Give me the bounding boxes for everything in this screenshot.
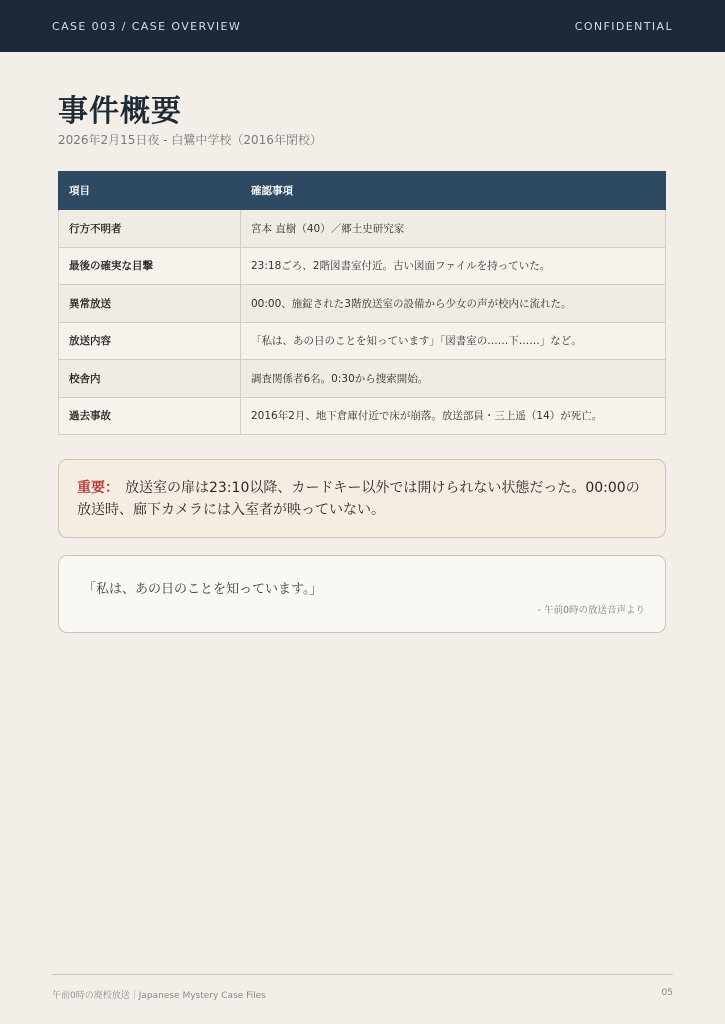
row-value: 「私は、あの日のことを知っています」「図書室の……下……」など。 bbox=[241, 322, 666, 360]
table-row bbox=[59, 210, 666, 248]
table-row bbox=[59, 247, 666, 285]
row-label: 最後の確実な目撃 bbox=[59, 247, 241, 285]
row-value: 23:18ごろ、2階図書室付近。古い図面ファイルを持っていた。 bbox=[241, 247, 666, 285]
case-breadcrumb: CASE 003 / CASE OVERVIEW bbox=[52, 19, 242, 33]
page-number: 05 bbox=[661, 988, 673, 998]
row-value: 2016年2月、地下倉庫付近で床が崩落。放送部員・三上遥（14）が死亡。 bbox=[241, 397, 666, 435]
page-title: 事件概要 bbox=[58, 94, 182, 129]
row-label: 過去事故 bbox=[59, 397, 241, 435]
row-value: 00:00、施錠された3階放送室の設備から少女の声が校内に流れた。 bbox=[241, 285, 666, 323]
row-value: 調査関係者6名。0:30から捜索開始。 bbox=[241, 360, 666, 398]
important-label: 重要： bbox=[77, 480, 119, 496]
row-label: 行方不明者 bbox=[59, 210, 241, 248]
case-facts-table bbox=[58, 171, 666, 435]
table-row bbox=[59, 397, 666, 435]
row-label: 放送内容 bbox=[59, 322, 241, 360]
table-row bbox=[59, 360, 666, 398]
table-row bbox=[59, 322, 666, 360]
table-header-row bbox=[59, 172, 666, 210]
quote-text: 「私は、あの日のことを知っています。」 bbox=[83, 582, 323, 597]
confidential-label: CONFIDENTIAL bbox=[574, 19, 673, 33]
page-subtitle: 2026年2月15日夜 - 白鷺中学校（2016年閉校） bbox=[58, 133, 322, 147]
row-label: 校舎内 bbox=[59, 360, 241, 398]
column-header-details: 確認事項 bbox=[241, 172, 666, 210]
column-header-item: 項目 bbox=[59, 172, 241, 210]
footer-divider bbox=[52, 974, 673, 975]
quote-source: - 午前0時の放送音声より bbox=[537, 605, 645, 616]
footer-series-title: 午前0時の廃校放送｜Japanese Mystery Case Files bbox=[52, 991, 266, 1001]
row-value: 宮本 直樹（40）／郷土史研究家 bbox=[241, 210, 666, 248]
important-notice-box bbox=[58, 459, 666, 538]
row-label: 異常放送 bbox=[59, 285, 241, 323]
important-text: 放送室の扉は23:10以降、カードキー以外では開けられない状態だった。00:00の放送時、廊下カメラには入室者が映っていない。 bbox=[77, 480, 640, 518]
top-header-bar bbox=[0, 0, 725, 52]
quote-box bbox=[58, 555, 666, 633]
table-row bbox=[59, 285, 666, 323]
